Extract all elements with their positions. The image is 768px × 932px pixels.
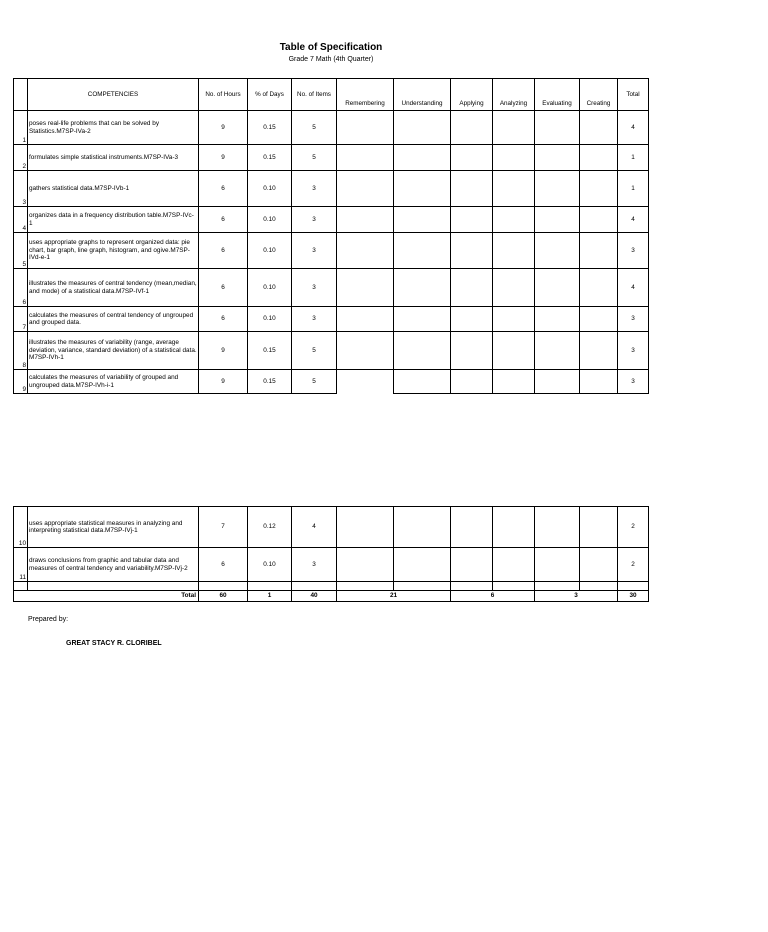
header-total: Total [618,79,649,111]
cognitive-cell [394,507,451,548]
table-row [14,548,649,582]
row-total-cell: 1 [618,145,649,171]
days-cell: 0.12 [248,507,292,548]
competency-cell: illustrates the measures of variability (range, average deviation, variance, standard deviation) of a statistical data. M7SP-IVh-1 [28,332,199,370]
items-cell: 5 [292,145,337,171]
cognitive-cell [493,207,535,233]
hours-cell: 6 [199,307,248,332]
cognitive-cell [394,307,451,332]
competency-cell: calculates the measures of central tendency of ungrouped and grouped data. [28,307,199,332]
days-cell: 0.10 [248,307,292,332]
header-days: % of Days [248,79,292,111]
cognitive-cell [493,548,535,582]
table-row [14,145,649,171]
blank-row [14,582,649,591]
table-row [14,370,649,394]
row-number: 10 [14,507,28,548]
table-row [14,507,649,548]
items-cell: 3 [292,207,337,233]
row-number: 9 [14,370,28,394]
cognitive-cell [451,171,493,207]
hours-cell: 9 [199,111,248,145]
row-number: 7 [14,307,28,332]
table-row [14,171,649,207]
cognitive-cell [337,171,394,207]
items-cell: 3 [292,269,337,307]
row-total-cell: 2 [618,507,649,548]
header-competencies: COMPETENCIES [28,79,199,111]
cognitive-cell [337,370,394,394]
competency-cell: organizes data in a frequency distribution table.M7SP-IVc-1 [28,207,199,233]
cognitive-cell [580,370,618,394]
row-number: 4 [14,207,28,233]
prepared-by-label: Prepared by: [28,616,69,623]
cognitive-cell [535,269,580,307]
row-number: 11 [14,548,28,582]
row-number: 2 [14,145,28,171]
cognitive-cell [580,307,618,332]
totals-evaluating-creating: 3 [535,591,618,602]
cognitive-cell [394,332,451,370]
cognitive-cell [580,111,618,145]
items-cell: 3 [292,233,337,269]
competency-cell: formulates simple statistical instruments.M7SP-IVa-3 [28,145,199,171]
totals-items: 40 [292,591,337,602]
cognitive-cell [580,548,618,582]
table-row [14,111,649,145]
days-cell: 0.10 [248,233,292,269]
row-total-cell: 4 [618,207,649,233]
cognitive-cell [451,507,493,548]
totals-grand-total: 30 [618,591,649,602]
row-total-cell: 1 [618,171,649,207]
cognitive-cell [580,332,618,370]
cognitive-cell [493,111,535,145]
header-creating: Creating [580,79,618,111]
days-cell: 0.15 [248,145,292,171]
row-number: 5 [14,233,28,269]
cognitive-cell [535,548,580,582]
hours-cell: 9 [199,145,248,171]
cognitive-cell [337,233,394,269]
row-total-cell: 3 [618,370,649,394]
competency-cell: illustrates the measures of central tendency (mean,median, and mode) of a statistical data.M7SP-IVf-1 [28,269,199,307]
hours-cell: 9 [199,370,248,394]
competency-cell: calculates the measures of variability of grouped and ungrouped data.M7SP-IVh-i-1 [28,370,199,394]
header-hours: No. of Hours [199,79,248,111]
specification-table [13,78,649,394]
row-number: 3 [14,171,28,207]
days-cell: 0.15 [248,111,292,145]
table-row [14,269,649,307]
cognitive-cell [535,145,580,171]
cognitive-cell [493,307,535,332]
row-total-cell: 3 [618,307,649,332]
cognitive-cell [394,269,451,307]
items-cell: 3 [292,307,337,332]
cognitive-cell [394,207,451,233]
row-total-cell: 3 [618,332,649,370]
cognitive-cell [451,307,493,332]
cognitive-cell [493,507,535,548]
cognitive-cell [451,269,493,307]
competency-cell: draws conclusions from graphic and tabular data and measures of central tendency and variability.M7SP-IVj-2 [28,548,199,582]
header-row [14,79,649,111]
cognitive-cell [535,370,580,394]
cognitive-cell [535,233,580,269]
hours-cell: 6 [199,171,248,207]
cognitive-cell [451,145,493,171]
cognitive-cell [493,370,535,394]
competency-cell: poses real-life problems that can be solved by Statistics.M7SP-IVa-2 [28,111,199,145]
header-understanding: Understanding [394,79,451,111]
table-row [14,307,649,332]
competency-cell: uses appropriate graphs to represent organized data: pie chart, bar graph, line graph, histogram, and ogive.M7SP-IVd-e-1 [28,233,199,269]
cognitive-cell [580,269,618,307]
hours-cell: 6 [199,548,248,582]
items-cell: 3 [292,171,337,207]
cognitive-cell [394,171,451,207]
totals-label: Total [28,591,199,602]
hours-cell: 9 [199,332,248,370]
cognitive-cell [337,207,394,233]
cognitive-cell [451,548,493,582]
cognitive-cell [337,269,394,307]
row-total-cell: 4 [618,269,649,307]
cognitive-cell [337,111,394,145]
cognitive-cell [451,111,493,145]
cognitive-cell [493,269,535,307]
row-total-cell: 4 [618,111,649,145]
row-number: 8 [14,332,28,370]
signer-name: GREAT STACY R. CLORIBEL [66,640,162,647]
header-num [14,79,28,111]
cognitive-cell [493,145,535,171]
cognitive-cell [535,507,580,548]
cognitive-cell [394,233,451,269]
hours-cell: 7 [199,507,248,548]
totals-days: 1 [248,591,292,602]
table-row [14,332,649,370]
items-cell: 5 [292,332,337,370]
items-cell: 3 [292,548,337,582]
cognitive-cell [337,548,394,582]
items-cell: 5 [292,370,337,394]
hours-cell: 6 [199,233,248,269]
days-cell: 0.15 [248,332,292,370]
competency-cell: uses appropriate statistical measures in analyzing and interpreting statistical data.M7SP-IVj-1 [28,507,199,548]
row-number: 1 [14,111,28,145]
cognitive-cell [580,207,618,233]
cognitive-cell [394,111,451,145]
cognitive-cell [580,145,618,171]
header-items: No. of Items [292,79,337,111]
header-remembering: Remembering [337,79,394,111]
cognitive-cell [580,171,618,207]
cognitive-cell [493,171,535,207]
cognitive-cell [337,507,394,548]
cognitive-cell [337,145,394,171]
cognitive-cell [493,233,535,269]
cognitive-cell [580,507,618,548]
row-total-cell: 3 [618,233,649,269]
table-row [14,233,649,269]
totals-row [14,591,649,602]
specification-table-continued [13,506,649,602]
cognitive-cell [337,307,394,332]
cognitive-cell [535,332,580,370]
days-cell: 0.10 [248,171,292,207]
cognitive-cell [493,332,535,370]
cognitive-cell [535,207,580,233]
totals-remember-understand: 21 [337,591,451,602]
days-cell: 0.10 [248,269,292,307]
document-subtitle: Grade 7 Math (4th Quarter) [288,56,374,63]
cognitive-cell [535,171,580,207]
cognitive-cell [451,332,493,370]
hours-cell: 6 [199,269,248,307]
cognitive-cell [535,111,580,145]
days-cell: 0.10 [248,548,292,582]
items-cell: 5 [292,111,337,145]
header-applying: Applying [451,79,493,111]
cognitive-cell [580,233,618,269]
totals-hours: 60 [199,591,248,602]
hours-cell: 6 [199,207,248,233]
row-total-cell: 2 [618,548,649,582]
cognitive-cell [337,332,394,370]
totals-applying-analyzing: 6 [451,591,535,602]
cognitive-cell [394,370,451,394]
header-evaluating: Evaluating [535,79,580,111]
competency-cell: gathers statistical data.M7SP-IVb-1 [28,171,199,207]
row-number: 6 [14,269,28,307]
days-cell: 0.15 [248,370,292,394]
items-cell: 4 [292,507,337,548]
cognitive-cell [451,233,493,269]
cognitive-cell [535,307,580,332]
cognitive-cell [394,548,451,582]
header-analyzing: Analyzing [493,79,535,111]
cognitive-cell [451,370,493,394]
days-cell: 0.10 [248,207,292,233]
document-title: Table of Specification [279,42,383,53]
table-row [14,207,649,233]
cognitive-cell [451,207,493,233]
cognitive-cell [394,145,451,171]
